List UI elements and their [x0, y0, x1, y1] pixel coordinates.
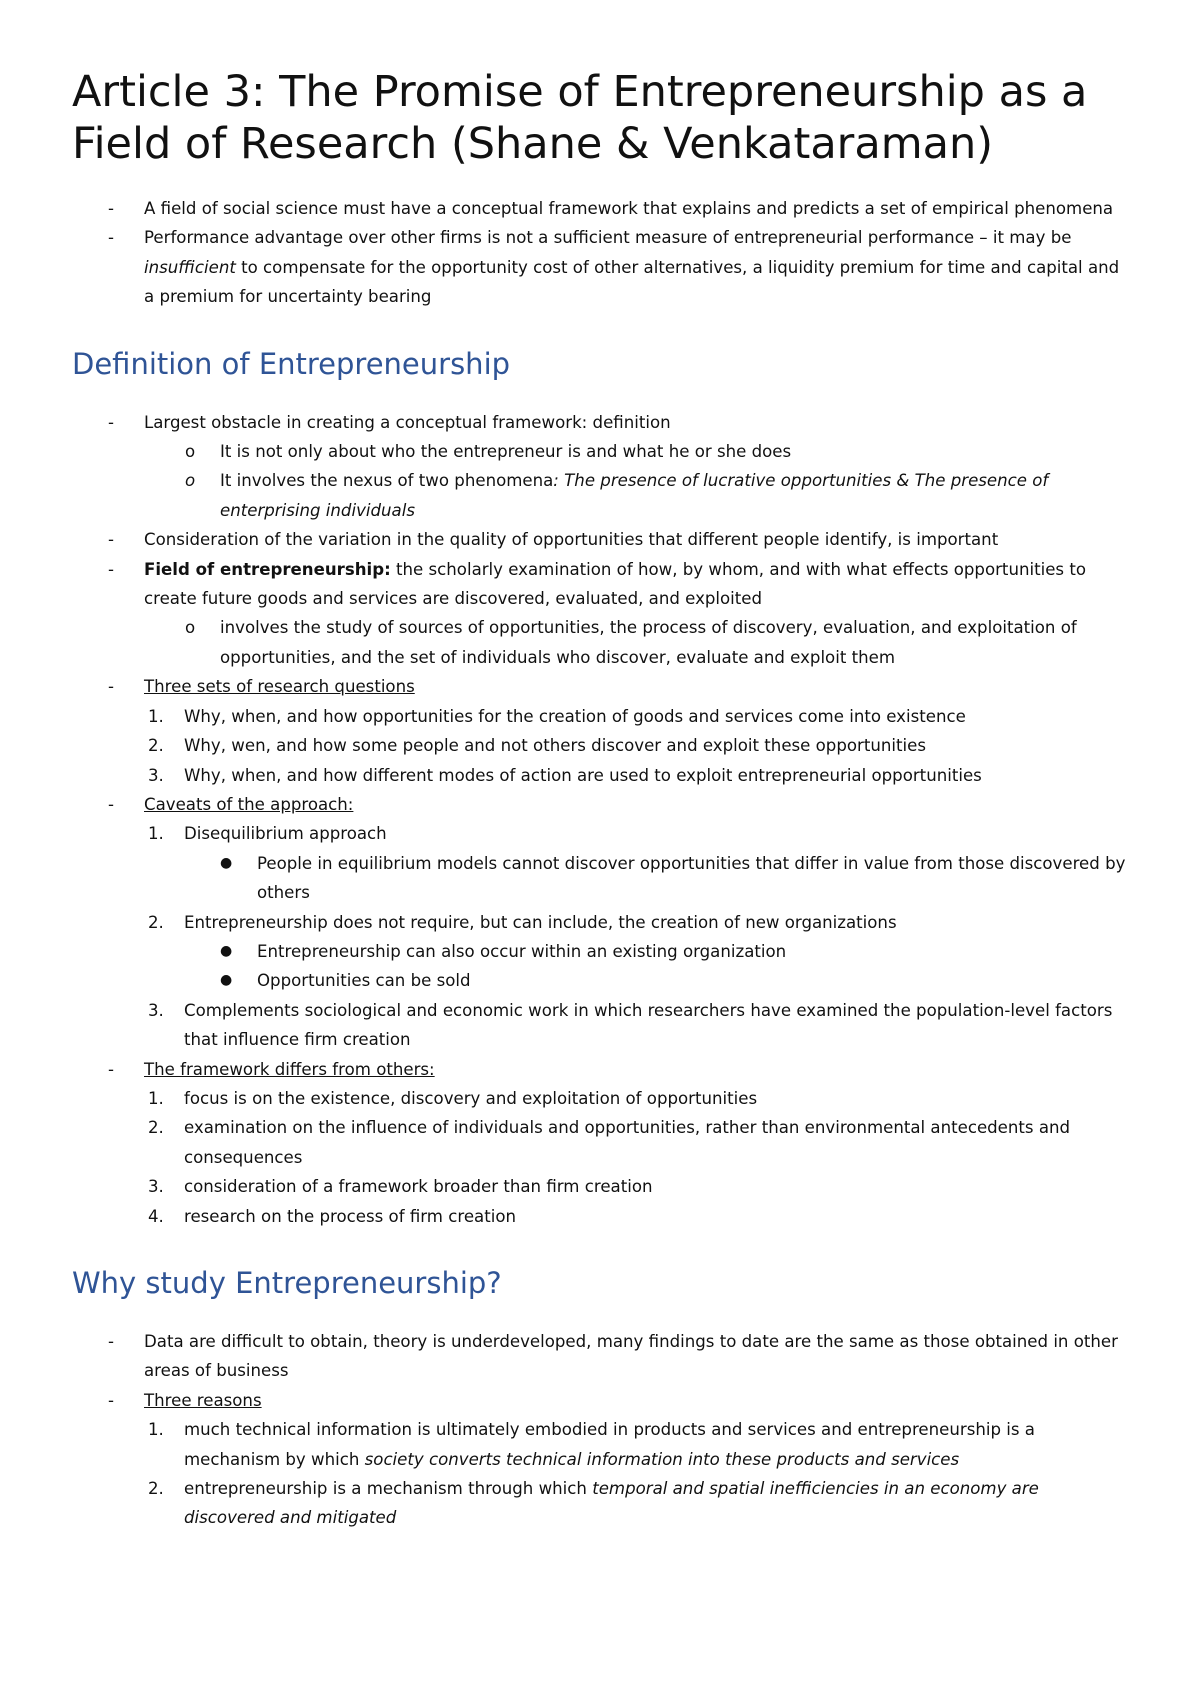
item-text: Opportunities can be sold — [257, 971, 471, 991]
list-item — [72, 966, 1128, 995]
number-marker: 2. — [148, 1479, 164, 1499]
item-text: focus is on the existence, discovery and exploitation of opportunities — [184, 1088, 758, 1108]
list-item — [72, 1386, 1128, 1415]
item-text: Entrepreneurship can also occur within an existing organization — [257, 941, 787, 961]
numbered-item — [72, 996, 1128, 1055]
number-marker: 4. — [148, 1206, 164, 1226]
number-marker: 1. — [148, 1420, 164, 1440]
dash-marker: - — [108, 794, 114, 814]
underlined-label: Three reasons — [144, 1390, 262, 1410]
number-marker: 1. — [148, 1088, 164, 1108]
dash-marker: - — [108, 228, 114, 248]
emphasis-text: temporal and spatial inefficiencies in an economy are discovered and mitigated — [184, 1479, 1039, 1528]
why-list — [72, 1327, 1128, 1533]
list-item — [72, 849, 1128, 908]
item-text: Largest obstacle in creating a conceptual framework: definition — [144, 412, 671, 432]
document-title: Article 3: The Promise of Entrepreneurship as a Field of Research (Shane & Venkataraman) — [72, 67, 1088, 169]
dash-marker: - — [108, 1390, 114, 1410]
list-item — [72, 672, 1128, 701]
item-text: Performance advantage over other firms is not a sufficient measure of entrepreneurial performance – it may be — [144, 228, 1072, 248]
numbered-item — [72, 1202, 1128, 1231]
list-item — [72, 525, 1128, 554]
underlined-label: Caveats of the approach: — [144, 794, 354, 814]
circle-marker: o — [185, 442, 196, 462]
numbered-item — [72, 761, 1128, 790]
number-marker: 1. — [148, 824, 164, 844]
underlined-label: Three sets of research questions — [144, 677, 415, 697]
numbered-item — [72, 1172, 1128, 1201]
item-text: Why, when, and how opportunities for the creation of goods and services come into existence — [184, 706, 966, 726]
bullet-marker: ● — [220, 942, 233, 959]
list-item — [72, 408, 1128, 437]
item-text: the scholarly examination of how, by whom, and with what effects opportunities to create future goods and services are discovered, evaluated, and exploited — [144, 559, 1086, 609]
item-text: much technical information is ultimately embodied in products and services and entrepreneurship is a mechanism by which — [184, 1420, 1035, 1469]
bold-label: Field of entrepreneurship: — [144, 559, 391, 579]
circle-marker: o — [185, 618, 196, 638]
item-text: Entrepreneurship does not require, but can include, the creation of new organizations — [184, 912, 897, 932]
number-marker: 2. — [148, 1118, 164, 1138]
numbered-item — [72, 731, 1128, 760]
number-marker: 1. — [148, 706, 164, 726]
list-item — [72, 1327, 1128, 1386]
number-marker: 2. — [148, 736, 164, 756]
dash-marker: - — [108, 559, 114, 579]
bullet-marker: ● — [220, 854, 233, 871]
number-marker: 2. — [148, 912, 164, 932]
numbered-item — [72, 1415, 1128, 1474]
dash-marker: - — [108, 199, 114, 218]
list-item — [72, 194, 1128, 223]
item-text: consideration of a framework broader than firm creation — [184, 1177, 653, 1197]
item-text: Data are difficult to obtain, theory is underdeveloped, many findings to date are the same as those obtained in other areas of business — [144, 1332, 1118, 1381]
dash-marker: - — [108, 1059, 114, 1079]
item-text: Complements sociological and economic work in which researchers have examined the population-level factors that influence firm creation — [184, 1000, 1113, 1050]
item-text: entrepreneurship is a mechanism through which — [184, 1479, 593, 1499]
item-text: involves the study of sources of opportunities, the process of discovery, evaluation, and exploitation of opportunities, and the set of individuals who discover, evaluate and exploit them — [220, 618, 1077, 667]
numbered-item — [72, 1474, 1128, 1533]
numbered-item — [72, 908, 1128, 937]
numbered-item — [72, 1113, 1128, 1172]
section-heading-why: Why study Entrepreneurship? — [72, 1266, 502, 1300]
circle-marker: o — [185, 471, 196, 491]
list-item — [72, 790, 1128, 819]
item-text: It is not only about who the entrepreneur is and what he or she does — [220, 442, 792, 462]
list-item — [72, 613, 1128, 672]
list-item — [72, 937, 1128, 966]
dash-marker: - — [108, 677, 114, 697]
dash-marker: - — [108, 1332, 114, 1351]
item-text: Why, wen, and how some people and not others discover and exploit these opportunities — [184, 736, 926, 756]
item-text: Disequilibrium approach — [184, 824, 387, 844]
list-item — [72, 466, 1128, 525]
underlined-label: The framework differs from others: — [144, 1059, 435, 1079]
item-text: examination on the influence of individuals and opportunities, rather than environmental antecedents and consequences — [184, 1118, 1071, 1167]
emphasis-text: insufficient — [144, 257, 236, 277]
item-text: A field of social science must have a conceptual framework that explains and predicts a set of empirical phenomena — [144, 199, 1114, 218]
intro-list — [72, 194, 1128, 312]
item-text: It involves the nexus of two phenomena — [220, 471, 554, 491]
item-text: Consideration of the variation in the quality of opportunities that different people identify, is important — [144, 530, 999, 550]
section-heading-definition: Definition of Entrepreneurship — [72, 346, 511, 381]
list-item — [72, 1055, 1128, 1084]
number-marker: 3. — [148, 1000, 164, 1020]
list-item — [72, 555, 1128, 614]
definition-list — [72, 408, 1128, 1231]
numbered-item — [72, 819, 1128, 848]
numbered-item — [72, 1084, 1128, 1113]
list-item — [72, 223, 1128, 311]
item-text: to compensate for the opportunity cost of other alternatives, a liquidity premium for time and capital and a premium for uncertainty bearing — [144, 257, 1120, 307]
item-text: Why, when, and how different modes of action are used to exploit entrepreneurial opportunities — [184, 765, 982, 785]
emphasis-text: : The presence of lucrative opportunities & The presence of enterprising individuals — [220, 471, 1049, 520]
number-marker: 3. — [148, 765, 164, 785]
bullet-marker: ● — [220, 972, 233, 989]
item-text: People in equilibrium models cannot discover opportunities that differ in value from those discovered by others — [257, 853, 1126, 903]
dash-marker: - — [108, 530, 114, 550]
emphasis-text: society converts technical information into these products and services — [364, 1449, 960, 1469]
dash-marker: - — [108, 412, 114, 432]
number-marker: 3. — [148, 1177, 164, 1197]
item-text: research on the process of firm creation — [184, 1206, 516, 1226]
list-item — [72, 437, 1128, 466]
numbered-item — [72, 702, 1128, 731]
